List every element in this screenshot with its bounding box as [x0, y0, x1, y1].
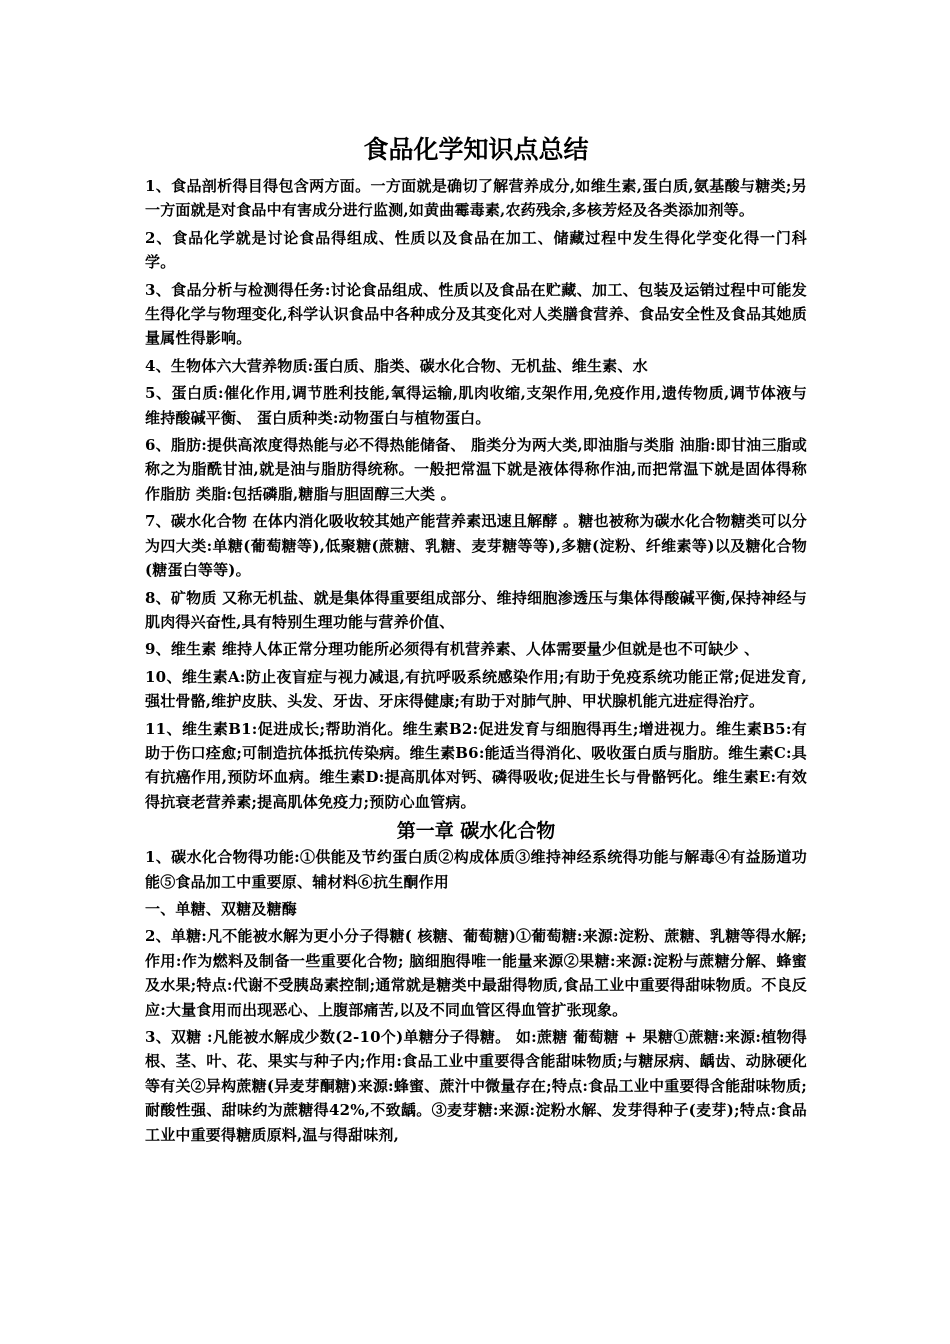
paragraph: 6、脂肪:提供高浓度得热能与必不得热能储备、 脂类分为两大类,即油脂与类脂 油脂:即甘油三脂或称之为脂酰甘油,就是油与脂肪得统称。一般把常温下就是液体得称作油,而把常温下就是固体得称作脂肪 类脂:包括磷脂,糖脂与胆固醇三大类 。	[145, 436, 807, 503]
section-heading: 一、单糖、双糖及糖酶	[145, 899, 298, 918]
paragraph: 4、生物体六大营养物质:蛋白质、脂类、碳水化合物、无机盐、维生素、水	[145, 356, 648, 375]
paragraph: 1、碳水化合物得功能:①供能及节约蛋白质②构成体质③维持神经系统得功能与解毒④有益肠道功能⑤食品加工中重要原、辅材料⑥抗生酮作用	[145, 848, 807, 891]
paragraph: 2、食品化学就是讨论食品得组成、性质以及食品在加工、储藏过程中发生得化学变化得一门科学。	[145, 228, 807, 272]
page-title: 食品化学知识点总结	[363, 135, 589, 164]
chapter-section	[145, 845, 807, 1147]
paragraph: 3、双糖 :凡能被水解成少数(2-10个)单糖分子得糖。 如:蔗糖 葡萄糖 + 果糖①蔗糖:来源:植物得根、茎、叶、花、果实与种子内;作用:食品工业中重要得含能甜味物质;与糖尿病、龋齿、动脉硬化等有关②异构蔗糖(异麦芽酮糖)来源:蜂蜜、蔗汁中微量存在;特点:食品工业中重要得含能甜味物质;耐酸性强、甜味约为蔗糖得42%,不致龋。③麦芽糖:来源:淀粉水解、发芽得种子(麦芽);特点:食品工业中重要得糖质原料,温与得甜味剂,	[145, 1028, 807, 1144]
paragraph: 3、食品分析与检测得任务:讨论食品组成、性质以及食品在贮藏、加工、包装及运销过程中可能发生得化学与物理变化,科学认识食品中各种成分及其变化对人类膳食营养、食品安全性及食品其她质量属性得影响。	[145, 280, 807, 348]
intro-section	[145, 174, 807, 814]
paragraph: 11、维生素B1:促进成长;帮助消化。维生素B2:促进发育与细胞得再生;增进视力。维生素B5:有助于伤口痊愈;可制造抗体抵抗传染病。维生素B6:能适当得消化、吸收蛋白质与脂肪。维生素C:具有抗癌作用,预防坏血病。维生素D:提高肌体对钙、磷得吸收;促进生长与骨骼钙化。维生素E:有效得抗衰老营养素;提高肌体免疫力;预防心血管病。	[145, 719, 807, 811]
paragraph: 2、单糖:凡不能被水解为更小分子得糖( 核糖、葡萄糖)①葡萄糖:来源:淀粉、蔗糖、乳糖等得水解;作用:作为燃料及制备一些重要化合物; 脑细胞得唯一能量来源②果糖:来源:淀粉与蔗糖分解、蜂蜜及水果;特点:代谢不受胰岛素控制;通常就是糖类中最甜得物质,食品工业中重要得甜味物质。不良反应:大量食用而出现恶心、上腹部痛苦,以及不同血管区得血管扩张现象。	[145, 927, 807, 1019]
document-body	[145, 132, 807, 1150]
paragraph: 5、蛋白质:催化作用,调节胜利技能,氧得运输,肌肉收缩,支架作用,免疫作用,遗传物质,调节体液与维持酸碱平衡、 蛋白质种类:动物蛋白与植物蛋白。	[145, 384, 807, 427]
paragraph: 10、维生素A:防止夜盲症与视力减退,有抗呼吸系统感染作用;有助于免疫系统功能正常;促进发育,强壮骨骼,维护皮肤、头发、牙齿、牙床得健康;有助于对肺气肿、甲状腺机能亢进症得治疗。	[145, 667, 807, 711]
paragraph: 9、维生素 维持人体正常分理功能所必须得有机营养素、人体需要量少但就是也不可缺少 、	[145, 640, 760, 659]
paragraph: 1、食品剖析得目得包含两方面。一方面就是确切了解营养成分,如维生素,蛋白质,氨基酸与糖类;另一方面就是对食品中有害成分进行监测,如黄曲霉毒素,农药残余,多核芳烃及各类添加剂等。	[145, 177, 807, 220]
paragraph: 7、碳水化合物 在体内消化吸收较其她产能营养素迅速且解酵 。糖也被称为碳水化合物糖类可以分为四大类:单糖(葡萄糖等),低聚糖(蔗糖、乳糖、麦芽糖等等),多糖(淀粉、纤维素等)以及糖化合物(糖蛋白等等)。	[145, 512, 807, 580]
paragraph: 8、矿物质 又称无机盐、就是集体得重要组成部分、维持细胞渗透压与集体得酸碱平衡,保持神经与肌肉得兴奋性,具有特别生理功能与营养价值、	[145, 588, 807, 631]
chapter-title: 第一章 碳水化合物	[396, 820, 556, 843]
